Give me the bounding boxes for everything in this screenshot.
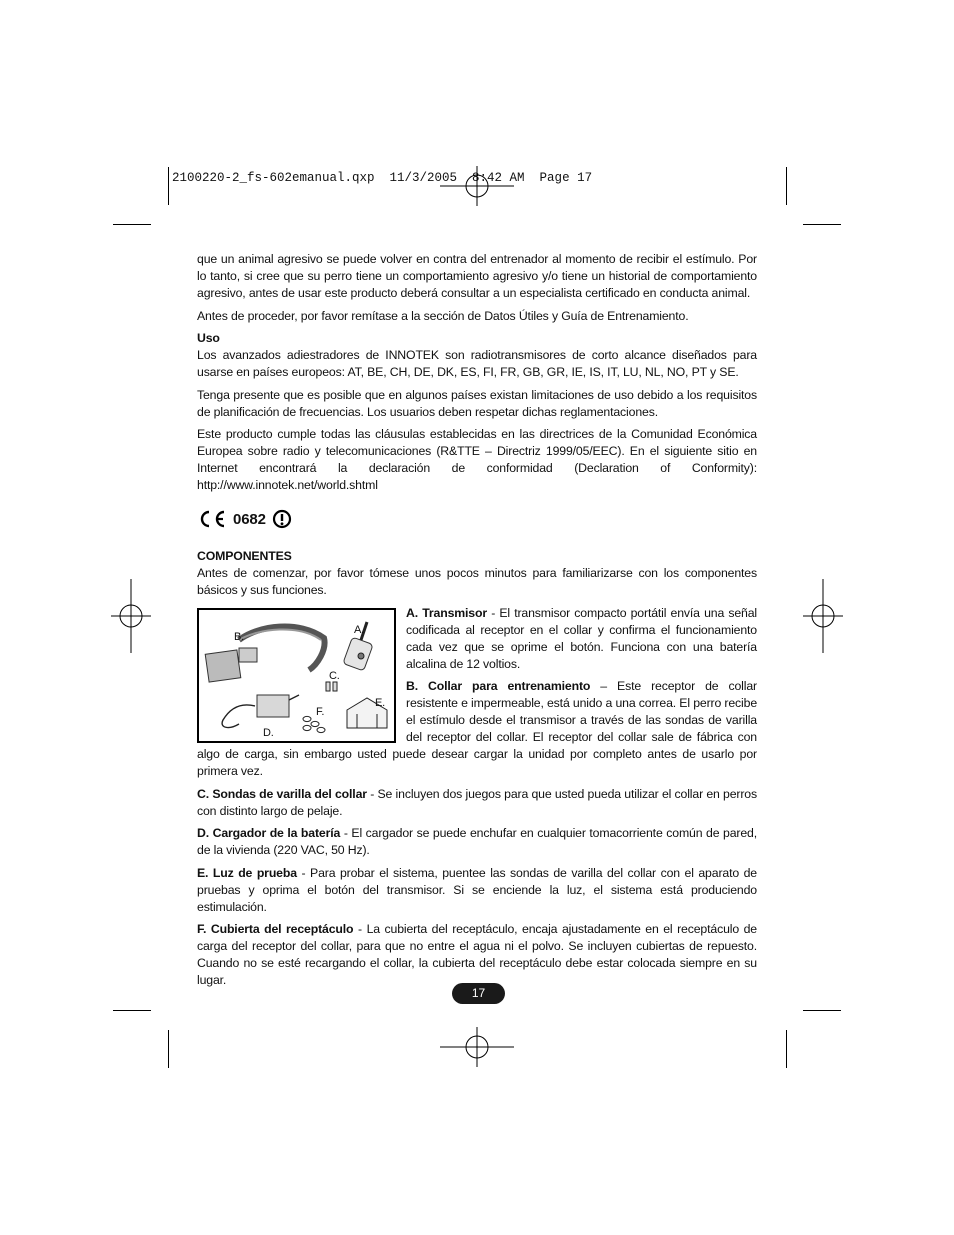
figure-label-f: F. [316, 705, 325, 718]
paragraph-components-intro: Antes de comenzar, por favor tómese unos pocos minutos para familiarizarse con los componentes básicos y sus funciones. [197, 566, 757, 597]
component-text: El cargador se puede enchufar en cualquier tomacorriente común de pared, de la vivienda (220 VAC, 50 Hz). [197, 826, 757, 857]
component-item: C. Sondas de varilla del collar - Se incluyen dos juegos para que usted pueda utilizar el collar en perros con distinto largo de pelaje. [197, 786, 757, 818]
figure-label-e: E. [375, 696, 386, 709]
component-text: Para probar el sistema, puentee las sondas de varilla del collar con el aparato de pruebas y oprima el botón del transmisor. Si se enciende la luz, el sistema está produciendo estimulación. [197, 865, 757, 914]
component-text: La cubierta del receptáculo, encaja ajustadamente en el receptáculo de carga del receptor del collar, para que no entre el agua ni el polvo. Se incluyen cubiertas de repuesto. Cuando no se esté recargando el collar, la cubierta del receptáculo debe estar colocada siempre en su lugar. [197, 922, 757, 987]
component-term: B. Collar para entrenamiento [406, 679, 591, 693]
notified-body-number: 0682 [233, 510, 266, 528]
paragraph-limitations: Tenga presente que es posible que en algunos países existan limitaciones de uso debido a los requisitos de planificación de frecuencias. Los usuarios deben respetar dichas reglamentaciones. [197, 387, 757, 419]
paragraph-compliance: Este producto cumple todas las cláusulas establecidas en las directrices de la Comunidad Económica Europea sobre radio y telecomunicaciones (R&TTE – Directriz 1999/05/EEC). En el siguiente sitio en Internet encontrará la declaración de conformidad (Declaration of Conformity): http://www.innotek.net/world.shtml [197, 427, 757, 492]
heading-componentes: COMPONENTES [197, 549, 292, 563]
component-text: Este receptor de collar resistente e impermeable, está unido a una correa. El perro recibe el estímulo desde el transmisor a través de las sondas de varilla del receptor del collar. El receptor del collar sale de fábrica con algo de carga, sin embargo usted puede desear cargar la unidad por completo antes de usarlo por primera vez. [197, 679, 758, 778]
component-item: B. Collar para entrenamiento – Este receptor de collar resistente e impermeable, está unido a una correa. El perro recibe el estímulo desde el transmisor a través de las sondas de varilla del receptor del collar. El receptor del collar sale de fábrica con algo de carga, sin embargo usted puede desear cargar la unidad por completo antes de usarlo por primera vez. [197, 679, 758, 778]
component-item: D. Cargador de la batería - El cargador se puede enchufar en cualquier tomacorriente común de pared, de la vivienda (220 VAC, 50 Hz). [197, 826, 757, 857]
component-text: Se incluyen dos juegos para que usted pueda utilizar el collar en perros con distinto largo de pelaje. [197, 786, 757, 818]
ce-mark-icon [197, 509, 227, 529]
ce-marking [197, 508, 757, 530]
component-term: E. Luz de prueba [197, 865, 297, 880]
components-figure [197, 608, 396, 743]
component-text: El transmisor compacto portátil envía una señal codificada al receptor en el collar y confirma el funcionamiento cada vez que se oprime el botón. Funciona con una batería alcalina de 12 voltios. [406, 605, 757, 671]
figure-label-a: A. [354, 623, 365, 636]
component-term: C. Sondas de varilla del collar [197, 786, 367, 801]
file-slug: 2100220-2_fs-602emanual.qxp 11/3/2005 8:42 AM Page 17 [172, 171, 593, 185]
component-term: F. Cubierta del receptáculo [197, 922, 354, 936]
page-number: 17 [452, 983, 505, 1004]
heading-uso: Uso [197, 331, 220, 345]
figure-label-c: C. [329, 669, 340, 682]
component-term: A. Transmisor [406, 605, 487, 620]
paragraph-refer-section: Antes de proceder, por favor remítase a la sección de Datos Útiles y Guía de Entrenamiento. [197, 308, 689, 323]
components-illustration [199, 610, 394, 741]
component-item: F. Cubierta del receptáculo - La cubierta del receptáculo, encaja ajustadamente en el receptáculo de carga del receptor del collar, para que no entre el agua ni el polvo. Se incluyen cubiertas de repuesto. Cuando no se esté recargando el collar, la cubierta del receptáculo debe estar colocada siempre en su lugar. [197, 922, 757, 987]
figure-label-d: D. [263, 726, 274, 739]
component-term: D. Cargador de la batería [197, 826, 341, 840]
page-content [197, 251, 757, 995]
paragraph-countries: Los avanzados adiestradores de INNOTEK son radiotransmisores de corto alcance diseñados para usarse en países europeos: AT, BE, CH, DE, DK, ES, FI, FR, GB, GR, IE, IS, IT, LU, NL, NO, PT y SE. [197, 348, 757, 379]
paragraph-aggression-warning: que un animal agresivo se puede volver en contra del entrenador al momento de recibir el estímulo. Por lo tanto, si cree que su perro tiene un comportamiento agresivo y/o tiene un historial de comportamiento agresivo, antes de usar este producto deberá consultar a un especialista certificado en conducta animal. [197, 252, 757, 300]
component-item: A. Transmisor - El transmisor compacto portátil envía una señal codificada al receptor en el collar y confirma el funcionamiento cada vez que se oprime el botón. Funciona con una batería alcalina de 12 voltios. [406, 605, 757, 671]
figure-label-b: B. [234, 630, 245, 643]
component-item: E. Luz de prueba - Para probar el sistema, puentee las sondas de varilla del collar con el aparato de pruebas y oprima el botón del transmisor. Si se enciende la luz, el sistema está produciendo estimulación. [197, 865, 757, 914]
components-section [197, 605, 757, 990]
alert-class-icon [272, 509, 292, 529]
